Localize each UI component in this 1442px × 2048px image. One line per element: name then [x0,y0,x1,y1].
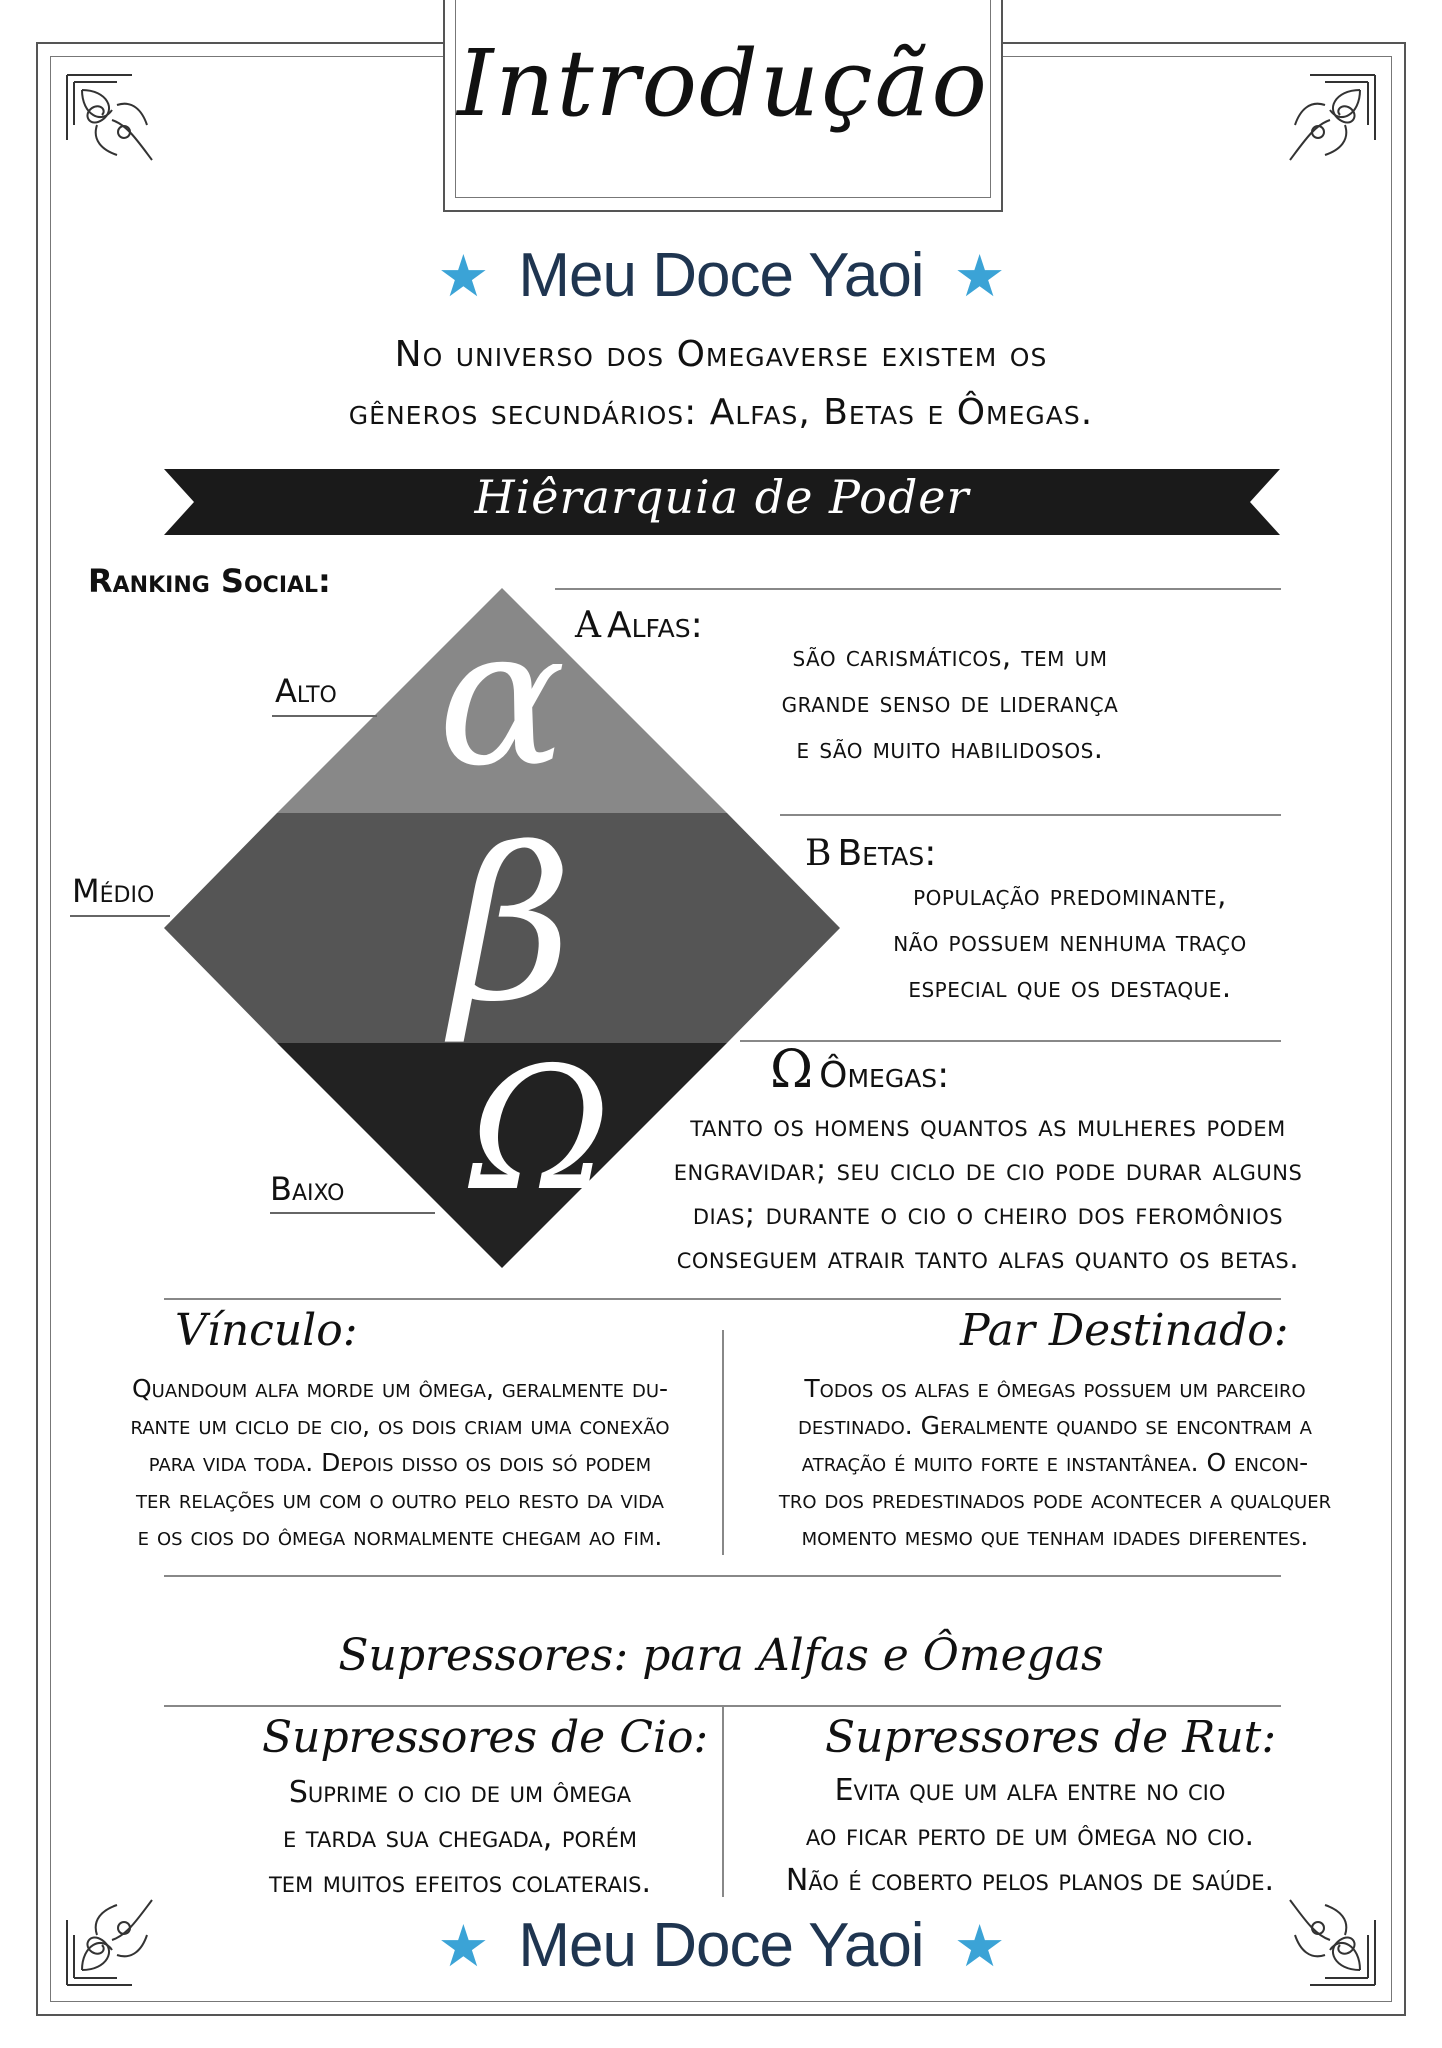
rank-low-line [270,1212,435,1214]
alfas-line: são carismáticos, tem um [792,639,1108,673]
rut-paragraph [730,1768,1330,1903]
par-line: tro dos predestinados pode acontecer a qualquer [778,1485,1332,1514]
betas-heading-text: Betas: [837,833,937,874]
brand-name: Meu Doce Yaoi [518,1911,924,1980]
alfas-line: e são muito habilidosos. [796,731,1104,765]
par-paragraph [735,1370,1375,1555]
betas-line: população predominante, [913,878,1227,912]
omegas-heading [770,1040,949,1100]
rank-high-line [272,715,377,717]
diamond-omega: Ω [469,1031,611,1229]
omegas-line: conseguem atrair tanto alfas quanto os betas. [676,1241,1300,1276]
brand-header [0,240,1442,311]
brand-footer [0,1910,1442,1981]
page-title: Introdução [457,30,989,137]
rank-low-label: Baixo [270,1170,345,1208]
section-rule-bottom [164,1575,1281,1577]
betas-heading [805,818,936,878]
corner-ornament-top-left-icon [62,70,162,170]
ranking-title: Ranking Social: [88,562,331,600]
star-icon: ★ [437,244,489,309]
section-rule-top [164,1298,1281,1300]
vinculo-line: rante um ciclo de cio, os dois criam uma conexão [130,1411,670,1440]
ribbon-title: Hiêrarquia de Poder [474,470,970,524]
intro-line-2: gêneros secundários: Alfas, Betas e Ômegas. [348,392,1094,433]
diamond-alpha: α [437,588,567,808]
omegas-line: dias; durante o cio o cheiro dos feromônios [692,1197,1284,1232]
omegas-line: engravidar; seu ciclo de cio pode durar alguns [673,1153,1303,1188]
par-line: momento mesmo que tenham idades diferentes. [801,1522,1309,1551]
beta-symbol: β [805,818,832,878]
vinculo-line: para vida toda. Depois disso os dois só podem [148,1448,652,1477]
alfas-heading [575,590,703,650]
vinculo-line: Quandoum alfa morde um ômega, geralmente du- [131,1374,669,1403]
rank-mid-label: Médio [72,872,155,910]
alfas-heading-text: Alfas: [607,605,703,646]
brand-name: Meu Doce Yaoi [518,241,924,310]
omegas-line: tanto os homens quantos as mulheres podem [690,1109,1286,1144]
par-line: atração é muito forte e instantânea. O encon- [801,1448,1309,1477]
betas-description [840,872,1300,1010]
vinculo-heading: Vínculo: [175,1305,358,1356]
par-heading: Par Destinado: [960,1305,1289,1356]
par-line: Todos os alfas e ômegas possuem um parceiro [804,1374,1306,1403]
alfas-line: grande senso de liderança [781,685,1119,719]
star-icon: ★ [953,244,1005,309]
vinculo-paragraph [90,1370,710,1555]
diamond-beta: β [451,803,573,1048]
alfas-description [700,633,1200,771]
betas-line: não possuem nenhuma traço [893,924,1247,958]
section-divider [722,1330,724,1555]
intro-line-1: No universo dos Omegaverse existem os [394,334,1048,375]
rank-high-label: Alto [275,672,337,710]
star-icon: ★ [953,1914,1005,1979]
supressores-heading: Supressores: para Alfas e Ômegas [338,1630,1104,1681]
cio-line: Suprime o cio de um ômega [288,1775,632,1810]
alpha-symbol: α [575,590,601,650]
corner-ornament-top-right-icon [1280,70,1380,170]
par-line: destinado. Geralmente quando se encontram a [798,1411,1312,1440]
supressores-divider [722,1705,724,1897]
cio-line: tem muitos efeitos colaterais. [268,1865,652,1900]
omegas-heading-text: Ômegas: [819,1055,950,1096]
cio-paragraph [230,1770,690,1905]
cio-heading: Supressores de Cio: [262,1712,709,1763]
rut-line: Evita que um alfa entre no cio [834,1773,1226,1808]
rank-mid-line [70,915,170,917]
star-icon: ★ [437,1914,489,1979]
rut-line: Não é coberto pelos planos de saúde. [785,1863,1275,1898]
cio-line: e tarda sua chegada, porém [282,1820,638,1855]
betas-rule [780,814,1281,816]
rut-line: ao ficar perto de um ômega no cio. [805,1818,1255,1853]
betas-line: especial que os destaque. [908,970,1232,1004]
rut-heading: Supressores de Rut: [825,1712,1277,1763]
vinculo-line: e os cios do ômega normalmente chegam ao fim. [137,1522,663,1551]
omegas-description [628,1105,1348,1281]
omega-symbol: Ω [770,1040,814,1100]
vinculo-line: ter relações um com o outro pelo resto da vida [136,1485,664,1514]
